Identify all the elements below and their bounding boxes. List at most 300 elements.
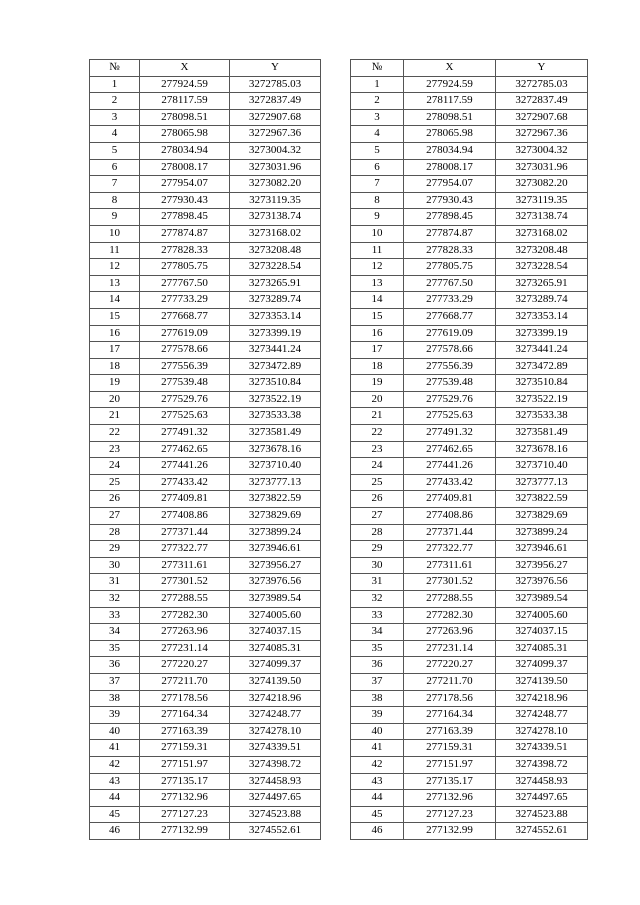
cell-y: 3274085.31 (230, 640, 321, 657)
table-row (90, 425, 321, 442)
cell-number: 10 (351, 225, 404, 242)
cell-y: 3274278.10 (230, 723, 321, 740)
cell-number: 46 (90, 823, 140, 840)
cell-y: 3273899.24 (496, 524, 588, 541)
cell-number: 38 (351, 690, 404, 707)
cell-x: 277409.81 (404, 491, 496, 508)
cell-number: 38 (90, 690, 140, 707)
cell-x: 277311.61 (140, 557, 230, 574)
table-row (90, 690, 321, 707)
table-row (351, 723, 588, 740)
cell-y: 3273208.48 (496, 242, 588, 259)
header-number: № (90, 60, 140, 77)
table-row (351, 192, 588, 209)
cell-y: 3274552.61 (496, 823, 588, 840)
cell-y: 3274005.60 (230, 607, 321, 624)
cell-y: 3274497.65 (496, 790, 588, 807)
table-row (90, 275, 321, 292)
table-header-row (351, 60, 588, 77)
table-row (351, 126, 588, 143)
cell-y: 3274139.50 (230, 673, 321, 690)
cell-x: 277619.09 (140, 325, 230, 342)
table-row (351, 541, 588, 558)
cell-number: 31 (90, 574, 140, 591)
cell-number: 44 (90, 790, 140, 807)
cell-y: 3273581.49 (496, 425, 588, 442)
cell-y: 3273829.69 (496, 508, 588, 525)
cell-number: 28 (351, 524, 404, 541)
cell-x: 277282.30 (404, 607, 496, 624)
cell-number: 42 (90, 756, 140, 773)
cell-x: 277491.32 (404, 425, 496, 442)
table-row (90, 756, 321, 773)
table-row (90, 93, 321, 110)
cell-y: 3273004.32 (496, 142, 588, 159)
cell-x: 277322.77 (140, 541, 230, 558)
header-x: X (404, 60, 496, 77)
table-row (90, 292, 321, 309)
cell-x: 277231.14 (140, 640, 230, 657)
cell-number: 1 (90, 76, 140, 93)
cell-x: 277163.39 (404, 723, 496, 740)
header-number: № (351, 60, 404, 77)
cell-y: 3273899.24 (230, 524, 321, 541)
cell-x: 277132.99 (404, 823, 496, 840)
table-row (351, 142, 588, 159)
table-row (351, 358, 588, 375)
cell-y: 3273168.02 (496, 225, 588, 242)
cell-x: 277433.42 (404, 474, 496, 491)
cell-x: 277462.65 (404, 441, 496, 458)
cell-number: 45 (351, 806, 404, 823)
cell-number: 40 (351, 723, 404, 740)
cell-y: 3273004.32 (230, 142, 321, 159)
cell-x: 277924.59 (140, 76, 230, 93)
table-body-left (90, 76, 321, 839)
cell-y: 3274099.37 (230, 657, 321, 674)
cell-x: 277930.43 (140, 192, 230, 209)
table-row (90, 574, 321, 591)
cell-number: 40 (90, 723, 140, 740)
cell-number: 18 (351, 358, 404, 375)
cell-number: 19 (90, 375, 140, 392)
cell-y: 3274248.77 (496, 707, 588, 724)
cell-x: 277132.99 (140, 823, 230, 840)
cell-x: 277220.27 (140, 657, 230, 674)
cell-number: 36 (90, 657, 140, 674)
cell-number: 14 (351, 292, 404, 309)
table-row (90, 474, 321, 491)
cell-x: 277805.75 (140, 259, 230, 276)
cell-y: 3272967.36 (230, 126, 321, 143)
cell-number: 26 (90, 491, 140, 508)
cell-x: 277441.26 (404, 458, 496, 475)
table-row (351, 325, 588, 342)
cell-number: 12 (90, 259, 140, 276)
table-row (90, 308, 321, 325)
cell-y: 3274398.72 (230, 756, 321, 773)
cell-x: 277311.61 (404, 557, 496, 574)
cell-x: 277578.66 (140, 342, 230, 359)
cell-y: 3273956.27 (230, 557, 321, 574)
cell-y: 3273581.49 (230, 425, 321, 442)
table-row (351, 756, 588, 773)
cell-x: 277898.45 (404, 209, 496, 226)
table-row (351, 176, 588, 193)
cell-y: 3273678.16 (496, 441, 588, 458)
cell-number: 34 (351, 624, 404, 641)
cell-number: 41 (90, 740, 140, 757)
table-row (351, 607, 588, 624)
cell-y: 3272907.68 (230, 109, 321, 126)
cell-number: 46 (351, 823, 404, 840)
cell-number: 32 (90, 591, 140, 608)
table-row (351, 441, 588, 458)
cell-number: 28 (90, 524, 140, 541)
cell-x: 278008.17 (140, 159, 230, 176)
table-row (90, 192, 321, 209)
cell-x: 278065.98 (140, 126, 230, 143)
cell-number: 29 (90, 541, 140, 558)
cell-number: 1 (351, 76, 404, 93)
cell-y: 3273510.84 (496, 375, 588, 392)
table-row (351, 159, 588, 176)
table-row (351, 591, 588, 608)
table-row (90, 607, 321, 624)
cell-number: 15 (90, 308, 140, 325)
cell-number: 11 (351, 242, 404, 259)
cell-y: 3273976.56 (496, 574, 588, 591)
cell-x: 277529.76 (140, 391, 230, 408)
table-row (351, 690, 588, 707)
table-row (351, 242, 588, 259)
table-row (90, 773, 321, 790)
cell-x: 277178.56 (140, 690, 230, 707)
cell-y: 3272785.03 (230, 76, 321, 93)
cell-y: 3274458.93 (230, 773, 321, 790)
cell-number: 3 (90, 109, 140, 126)
cell-y: 3272785.03 (496, 76, 588, 93)
table-row (90, 126, 321, 143)
cell-x: 277409.81 (140, 491, 230, 508)
cell-number: 5 (90, 142, 140, 159)
cell-x: 277127.23 (140, 806, 230, 823)
cell-x: 278117.59 (404, 93, 496, 110)
table-row (351, 823, 588, 840)
cell-number: 18 (90, 358, 140, 375)
table-row (90, 325, 321, 342)
cell-number: 14 (90, 292, 140, 309)
cell-x: 277132.96 (404, 790, 496, 807)
cell-number: 17 (351, 342, 404, 359)
cell-y: 3273989.54 (230, 591, 321, 608)
table-row (90, 524, 321, 541)
cell-x: 277619.09 (404, 325, 496, 342)
table-row (351, 474, 588, 491)
cell-x: 277220.27 (404, 657, 496, 674)
table-row (90, 640, 321, 657)
cell-number: 10 (90, 225, 140, 242)
table-row (90, 209, 321, 226)
cell-y: 3273946.61 (496, 541, 588, 558)
cell-number: 33 (351, 607, 404, 624)
cell-y: 3274037.15 (230, 624, 321, 641)
cell-x: 277924.59 (404, 76, 496, 93)
cell-y: 3273710.40 (496, 458, 588, 475)
cell-x: 277288.55 (404, 591, 496, 608)
cell-x: 277127.23 (404, 806, 496, 823)
cell-x: 277462.65 (140, 441, 230, 458)
cell-x: 277135.17 (404, 773, 496, 790)
table-row (351, 806, 588, 823)
table-row (351, 275, 588, 292)
table-body-right (351, 76, 588, 839)
table-row (351, 408, 588, 425)
cell-y: 3273265.91 (496, 275, 588, 292)
table-row (351, 491, 588, 508)
cell-x: 277805.75 (404, 259, 496, 276)
cell-y: 3273119.35 (230, 192, 321, 209)
cell-number: 20 (90, 391, 140, 408)
cell-y: 3273265.91 (230, 275, 321, 292)
cell-number: 8 (351, 192, 404, 209)
table-row (90, 823, 321, 840)
cell-x: 277668.77 (140, 308, 230, 325)
cell-y: 3274552.61 (230, 823, 321, 840)
cell-y: 3272907.68 (496, 109, 588, 126)
cell-x: 277529.76 (404, 391, 496, 408)
cell-y: 3274278.10 (496, 723, 588, 740)
cell-x: 277668.77 (404, 308, 496, 325)
cell-number: 37 (90, 673, 140, 690)
coordinates-table-left (89, 59, 321, 840)
cell-y: 3273031.96 (496, 159, 588, 176)
cell-number: 31 (351, 574, 404, 591)
cell-x: 277151.97 (404, 756, 496, 773)
table-row (351, 391, 588, 408)
cell-x: 277408.86 (404, 508, 496, 525)
cell-number: 27 (351, 508, 404, 525)
table-row (351, 259, 588, 276)
cell-y: 3274099.37 (496, 657, 588, 674)
cell-number: 42 (351, 756, 404, 773)
table-row (90, 159, 321, 176)
cell-x: 277874.87 (140, 225, 230, 242)
cell-y: 3273353.14 (496, 308, 588, 325)
cell-number: 35 (90, 640, 140, 657)
cell-x: 277874.87 (404, 225, 496, 242)
cell-y: 3273472.89 (230, 358, 321, 375)
cell-x: 277211.70 (140, 673, 230, 690)
table-row (351, 342, 588, 359)
cell-y: 3273289.74 (230, 292, 321, 309)
cell-y: 3274218.96 (230, 690, 321, 707)
table-row (351, 640, 588, 657)
cell-y: 3273989.54 (496, 591, 588, 608)
cell-number: 3 (351, 109, 404, 126)
cell-y: 3273031.96 (230, 159, 321, 176)
cell-x: 277954.07 (140, 176, 230, 193)
cell-y: 3272967.36 (496, 126, 588, 143)
table-row (351, 375, 588, 392)
cell-x: 278008.17 (404, 159, 496, 176)
table-row (351, 508, 588, 525)
cell-y: 3273976.56 (230, 574, 321, 591)
cell-x: 277828.33 (140, 242, 230, 259)
cell-x: 277263.96 (404, 624, 496, 641)
cell-y: 3273168.02 (230, 225, 321, 242)
cell-y: 3273822.59 (230, 491, 321, 508)
cell-x: 278098.51 (404, 109, 496, 126)
cell-y: 3273228.54 (496, 259, 588, 276)
cell-number: 16 (90, 325, 140, 342)
cell-x: 277733.29 (404, 292, 496, 309)
cell-number: 24 (351, 458, 404, 475)
cell-number: 13 (351, 275, 404, 292)
cell-x: 277733.29 (140, 292, 230, 309)
cell-y: 3274497.65 (230, 790, 321, 807)
cell-x: 277539.48 (404, 375, 496, 392)
cell-x: 277288.55 (140, 591, 230, 608)
cell-number: 35 (351, 640, 404, 657)
cell-x: 277164.34 (404, 707, 496, 724)
cell-y: 3273533.38 (230, 408, 321, 425)
cell-x: 277930.43 (404, 192, 496, 209)
cell-x: 277282.30 (140, 607, 230, 624)
cell-y: 3274218.96 (496, 690, 588, 707)
cell-number: 2 (351, 93, 404, 110)
cell-number: 43 (90, 773, 140, 790)
table-row (90, 408, 321, 425)
table-row (90, 591, 321, 608)
table-row (90, 508, 321, 525)
cell-x: 277408.86 (140, 508, 230, 525)
table-row (90, 375, 321, 392)
cell-y: 3273082.20 (230, 176, 321, 193)
cell-x: 277441.26 (140, 458, 230, 475)
cell-number: 23 (90, 441, 140, 458)
cell-y: 3273522.19 (230, 391, 321, 408)
header-x: X (140, 60, 230, 77)
table-row (351, 557, 588, 574)
table-row (90, 441, 321, 458)
cell-y: 3273678.16 (230, 441, 321, 458)
table-row (90, 109, 321, 126)
cell-y: 3274339.51 (496, 740, 588, 757)
cell-number: 7 (351, 176, 404, 193)
cell-y: 3273208.48 (230, 242, 321, 259)
cell-y: 3273289.74 (496, 292, 588, 309)
table-row (351, 209, 588, 226)
cell-x: 277525.63 (140, 408, 230, 425)
cell-number: 25 (351, 474, 404, 491)
cell-y: 3274458.93 (496, 773, 588, 790)
cell-y: 3274248.77 (230, 707, 321, 724)
cell-x: 277163.39 (140, 723, 230, 740)
cell-x: 277539.48 (140, 375, 230, 392)
cell-x: 277301.52 (140, 574, 230, 591)
cell-number: 11 (90, 242, 140, 259)
cell-number: 7 (90, 176, 140, 193)
cell-number: 45 (90, 806, 140, 823)
cell-number: 36 (351, 657, 404, 674)
cell-number: 37 (351, 673, 404, 690)
cell-y: 3274139.50 (496, 673, 588, 690)
cell-y: 3273228.54 (230, 259, 321, 276)
cell-y: 3273956.27 (496, 557, 588, 574)
cell-number: 8 (90, 192, 140, 209)
cell-y: 3273829.69 (230, 508, 321, 525)
cell-number: 12 (351, 259, 404, 276)
cell-x: 277767.50 (140, 275, 230, 292)
cell-y: 3273441.24 (230, 342, 321, 359)
table-row (90, 707, 321, 724)
table-row (90, 242, 321, 259)
cell-number: 16 (351, 325, 404, 342)
cell-y: 3273119.35 (496, 192, 588, 209)
cell-number: 30 (90, 557, 140, 574)
cell-number: 2 (90, 93, 140, 110)
cell-y: 3273777.13 (230, 474, 321, 491)
cell-number: 23 (351, 441, 404, 458)
table-row (90, 176, 321, 193)
cell-x: 277132.96 (140, 790, 230, 807)
table-row (90, 358, 321, 375)
cell-x: 277491.32 (140, 425, 230, 442)
cell-number: 21 (351, 408, 404, 425)
cell-number: 4 (90, 126, 140, 143)
cell-y: 3274398.72 (496, 756, 588, 773)
cell-y: 3273710.40 (230, 458, 321, 475)
cell-x: 277371.44 (140, 524, 230, 541)
table-row (351, 292, 588, 309)
cell-number: 9 (351, 209, 404, 226)
table-row (90, 225, 321, 242)
cell-x: 277159.31 (404, 740, 496, 757)
cell-number: 43 (351, 773, 404, 790)
table-row (351, 773, 588, 790)
coordinates-table-right (350, 59, 588, 840)
cell-y: 3274523.88 (496, 806, 588, 823)
cell-y: 3274085.31 (496, 640, 588, 657)
cell-number: 6 (351, 159, 404, 176)
table-row (90, 76, 321, 93)
cell-number: 24 (90, 458, 140, 475)
cell-y: 3273399.19 (496, 325, 588, 342)
table-row (351, 76, 588, 93)
table-row (351, 740, 588, 757)
cell-x: 278034.94 (140, 142, 230, 159)
cell-x: 277898.45 (140, 209, 230, 226)
cell-y: 3273441.24 (496, 342, 588, 359)
table-row (90, 790, 321, 807)
cell-x: 277231.14 (404, 640, 496, 657)
table-row (90, 657, 321, 674)
cell-x: 277433.42 (140, 474, 230, 491)
cell-x: 277301.52 (404, 574, 496, 591)
cell-number: 25 (90, 474, 140, 491)
table-row (351, 673, 588, 690)
cell-number: 29 (351, 541, 404, 558)
cell-y: 3273138.74 (230, 209, 321, 226)
cell-y: 3273082.20 (496, 176, 588, 193)
table-row (90, 491, 321, 508)
table-row (351, 524, 588, 541)
cell-number: 13 (90, 275, 140, 292)
table-header-row (90, 60, 321, 77)
cell-y: 3273946.61 (230, 541, 321, 558)
cell-number: 34 (90, 624, 140, 641)
